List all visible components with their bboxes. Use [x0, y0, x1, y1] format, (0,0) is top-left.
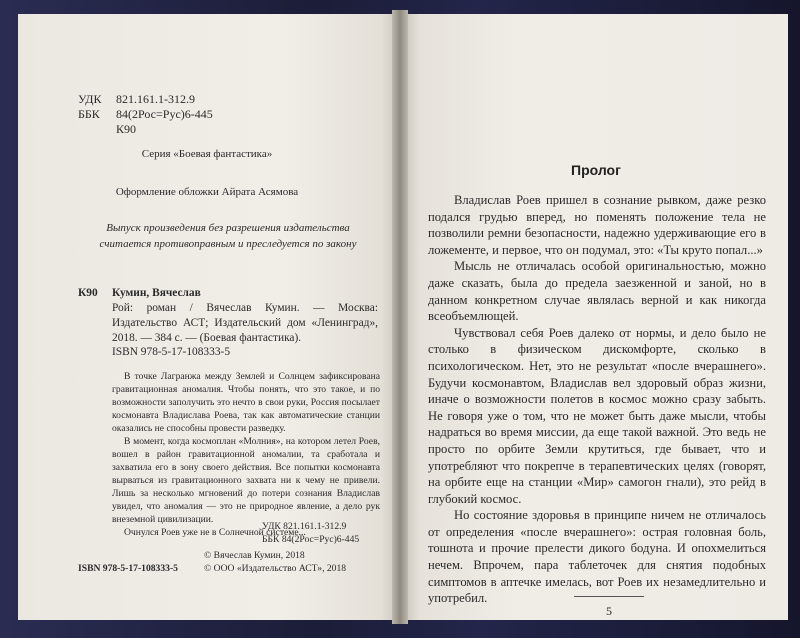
text-paragraph: Чувствовал себя Роев далеко от нормы, и дело было не столько в физическом дискомфорте, сколько в психологическом. Нет, это не результат «после вчерашнего». Будучи космонавтом, Владислав вел здоровый образ жизни, иначе о возможности полетов в космос можно сразу забыть. Не говоря уже о том, что не может быть даже мысли, чтобы надраться во время миссии, да еще такой важной. Это ведь не просто по орбите Земли крутиться, где бывает, что и употребляют что покрепче в терапевтических целях (говорят, на орбите еще на станции «Мир» самогон гнали), это рейд в глубокий космос.	[428, 325, 766, 506]
page-number: 5	[606, 604, 612, 618]
entry-code: К90	[78, 287, 98, 299]
copyright-block	[204, 549, 346, 575]
notice-line-2: считается противоправным и преследуется по закону	[99, 238, 357, 250]
bbk-key: ББК	[78, 107, 100, 121]
chapter-text	[428, 192, 766, 607]
catalog-entry	[78, 286, 378, 346]
bbk-row	[78, 107, 213, 122]
udk-key: УДК	[78, 92, 102, 106]
udk-bottom	[262, 520, 359, 546]
notice-line-1: Выпуск произведения без разрешения издательства	[106, 222, 350, 234]
book-gutter	[392, 10, 408, 624]
bbk-value: 84(2Рос=Рус)6-445	[116, 107, 213, 121]
entry-author: Кумин, Вячеслав	[112, 287, 201, 299]
abstract	[112, 370, 380, 539]
page-number-rule	[574, 596, 644, 597]
udk-bottom-line: УДК 821.161.1-312.9	[262, 521, 347, 532]
abstract-paragraph: В момент, когда космоплан «Молния», на котором летел Роев, вошел в район гравитационной аномалии, та сработала и захватила его в зону своего действия. Все попытки космонавта вырваться из гравитационного захвата ни к чему не привели. Лишь за несколько мгновений до потери сознания Владислав увидел, что аномалия — это не природное явление, а дело рук внеземной цивилизации.	[112, 436, 380, 525]
author-mark-row	[78, 122, 213, 137]
udk-value: 821.161.1-312.9	[116, 92, 195, 106]
abstract-paragraph: Очнулся Роев уже не в Солнечной системе...	[124, 527, 306, 538]
entry-description: Рой: роман / Вячеслав Кумин. — Москва: Издательство АСТ; Издательский дом «Ленинград», 2018. — 384 с. — (Боевая фантастика).	[112, 302, 378, 344]
udk-row	[78, 92, 213, 107]
copyright-author: © Вячеслав Кумин, 2018	[204, 550, 305, 561]
series-line: Серия «Боевая фантастика»	[141, 148, 273, 160]
text-paragraph: Владислав Роев пришел в сознание рывком, даже резко подался грудью вперед, но поменять положение тела не позволили ремни безопасности, надежно удерживающие его в ложементе, и первое, что он подумал, это: «Ты круто попал...»	[428, 193, 766, 257]
copyright-publisher: © ООО «Издательство АСТ», 2018	[204, 563, 347, 574]
abstract-paragraph: В точке Лагранжа между Землей и Солнцем зафиксирована гравитационная аномалия. Чтобы понять, что это такое, и по возможности заполучить это нечто в свои руки, Россия посылает космонавта Владислава Роева, так как автоматические станции оказались не способны провести разведку.	[112, 371, 380, 434]
isbn-bottom: ISBN 978-5-17-108333-5	[78, 563, 178, 574]
chapter-title: Пролог	[571, 162, 621, 178]
copyright-notice	[78, 220, 378, 252]
bbk-bottom-line: ББК 84(2Рос=Рус)6-445	[262, 534, 360, 545]
isbn-line: ISBN 978-5-17-108333-5	[112, 346, 231, 358]
right-page	[404, 14, 788, 620]
text-paragraph: Но состояние здоровья в принципе ничем не отличалось от определения «после вчерашнего»: острая головная боль, тошнота и прочие прелести дикого бодуна. И опохмелиться нечем. Впрочем, пара таблеточек для снятия подобных симптомов в аптечке имелась, вот Роев их незамедлительно и употребил.	[428, 508, 766, 606]
left-page	[18, 14, 396, 620]
text-paragraph: Мысль не отличалась особой оригинальностью, можно даже сказать, была до предела заезженной и заной, но в данном конкретном случае являлась верной и как никогда всеобъемлющей.	[428, 259, 766, 324]
author-mark-value: К90	[116, 122, 137, 136]
udk-block	[78, 92, 213, 137]
cover-design-line: Оформление обложки Айрата Асямова	[115, 186, 299, 198]
